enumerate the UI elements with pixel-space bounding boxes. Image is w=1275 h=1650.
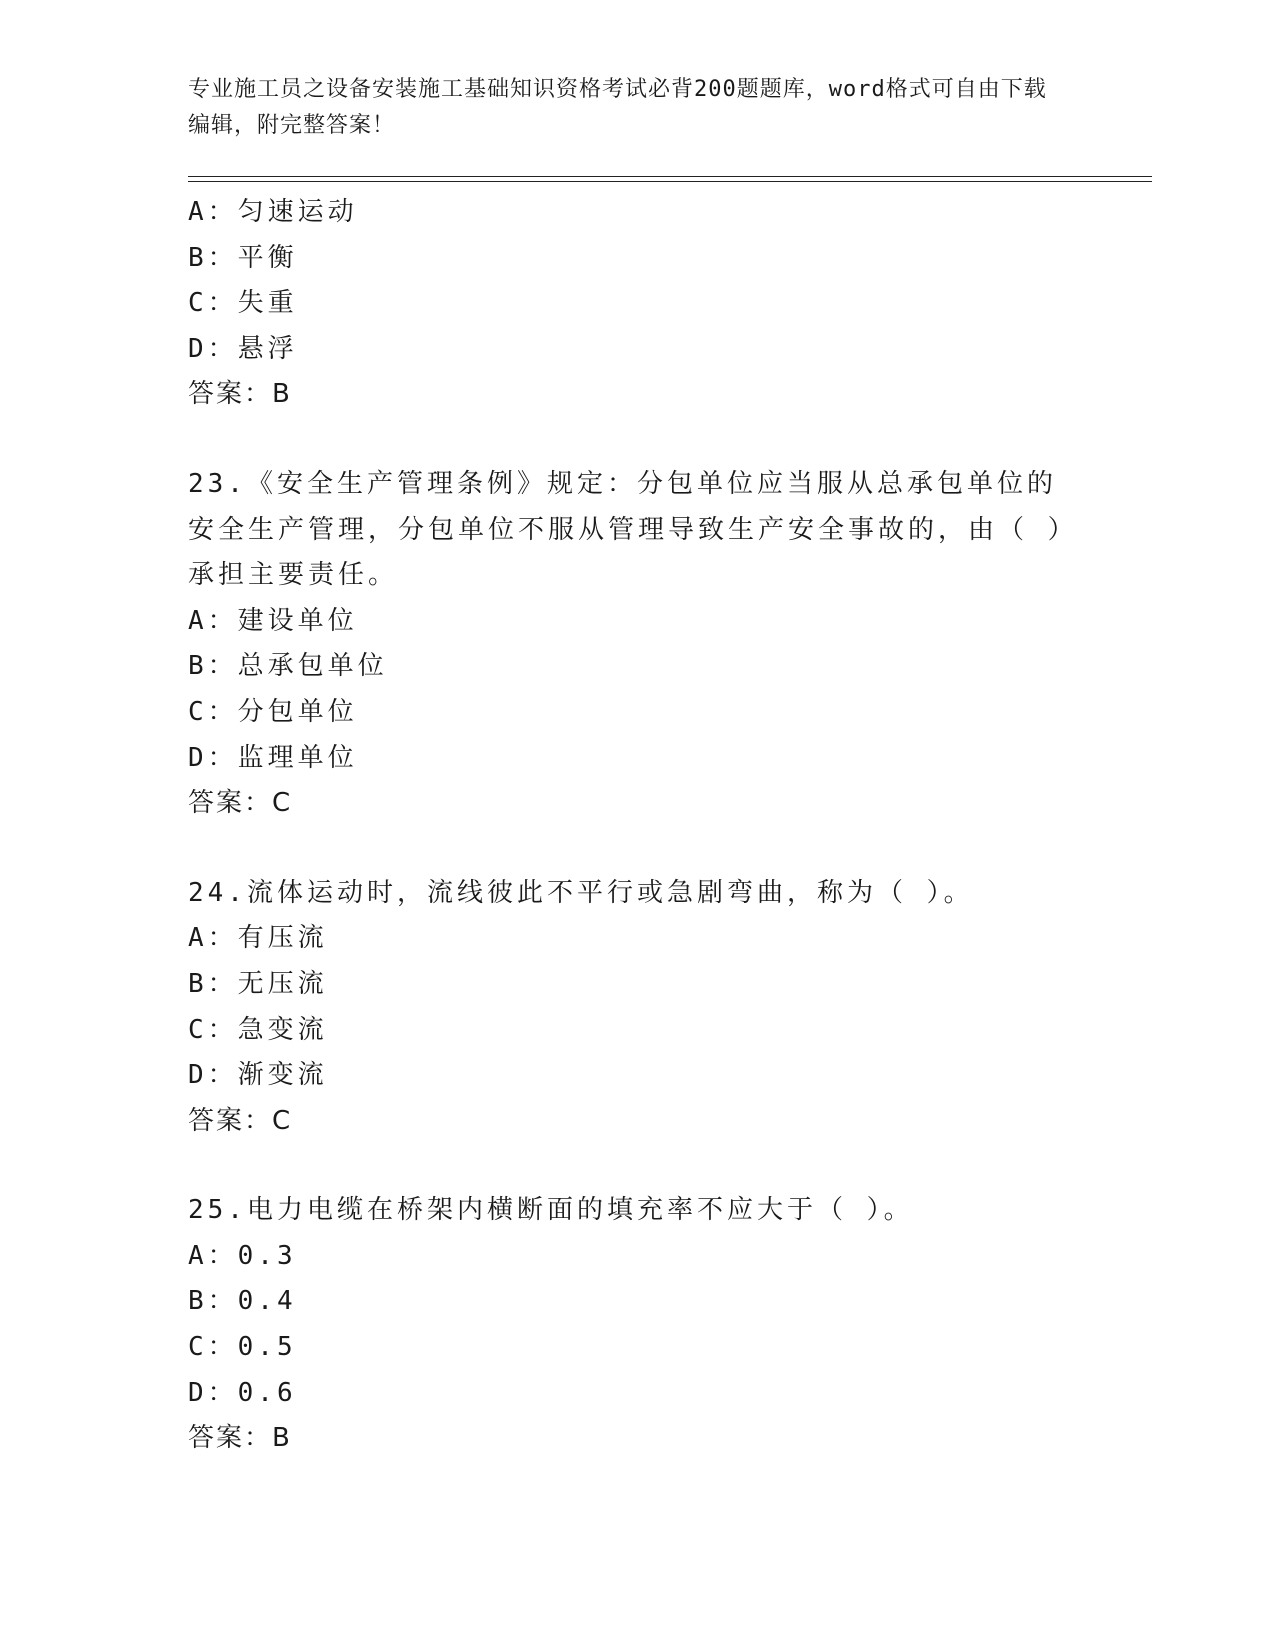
question-23 <box>188 462 1088 827</box>
answer-line: 答案：C <box>188 1105 293 1136</box>
answer-line: 答案：B <box>188 1423 292 1454</box>
question-24 <box>188 871 1088 1145</box>
option-c: C：分包单位 <box>188 696 358 727</box>
question-partial <box>188 190 1088 418</box>
option-a: A：匀速运动 <box>188 197 358 227</box>
option-a: A：建设单位 <box>188 605 358 636</box>
question-25 <box>188 1188 1088 1462</box>
answer-line: 答案：C <box>188 788 293 819</box>
document-header: 专业施工员之设备安装施工基础知识资格考试必背200题题库，word格式可自由下载编辑，附完整答案！ <box>188 77 1047 138</box>
option-c: C：0.5 <box>188 1332 297 1363</box>
option-a: A：0.3 <box>188 1240 297 1271</box>
question-text: 24.流体运动时，流线彼此不平行或急剧弯曲，称为（ ）。 <box>188 877 974 908</box>
option-d: D：悬浮 <box>188 333 298 364</box>
header-divider-bottom <box>188 181 1152 182</box>
option-d: D：渐变流 <box>188 1060 328 1091</box>
answer-line: 答案：B <box>188 379 292 410</box>
option-c: C：急变流 <box>188 1014 328 1045</box>
question-text: 25.电力电缆在桥架内横断面的填充率不应大于（ ）。 <box>188 1195 914 1226</box>
question-list <box>188 190 1088 1462</box>
option-b: B：总承包单位 <box>188 651 388 682</box>
header-divider-top <box>188 176 1152 177</box>
option-d: D：0.6 <box>188 1377 297 1408</box>
option-b: B：平衡 <box>188 242 298 273</box>
question-text: 23.《安全生产管理条例》规定：分包单位应当服从总承包单位的安全生产管理，分包单位不服从管理导致生产安全事故的，由（ ）承担主要责任。 <box>188 468 1078 591</box>
option-d: D：监理单位 <box>188 742 358 773</box>
option-b: B：0.4 <box>188 1286 297 1317</box>
option-b: B：无压流 <box>188 968 328 999</box>
option-c: C：失重 <box>188 288 298 319</box>
option-a: A：有压流 <box>188 923 328 954</box>
